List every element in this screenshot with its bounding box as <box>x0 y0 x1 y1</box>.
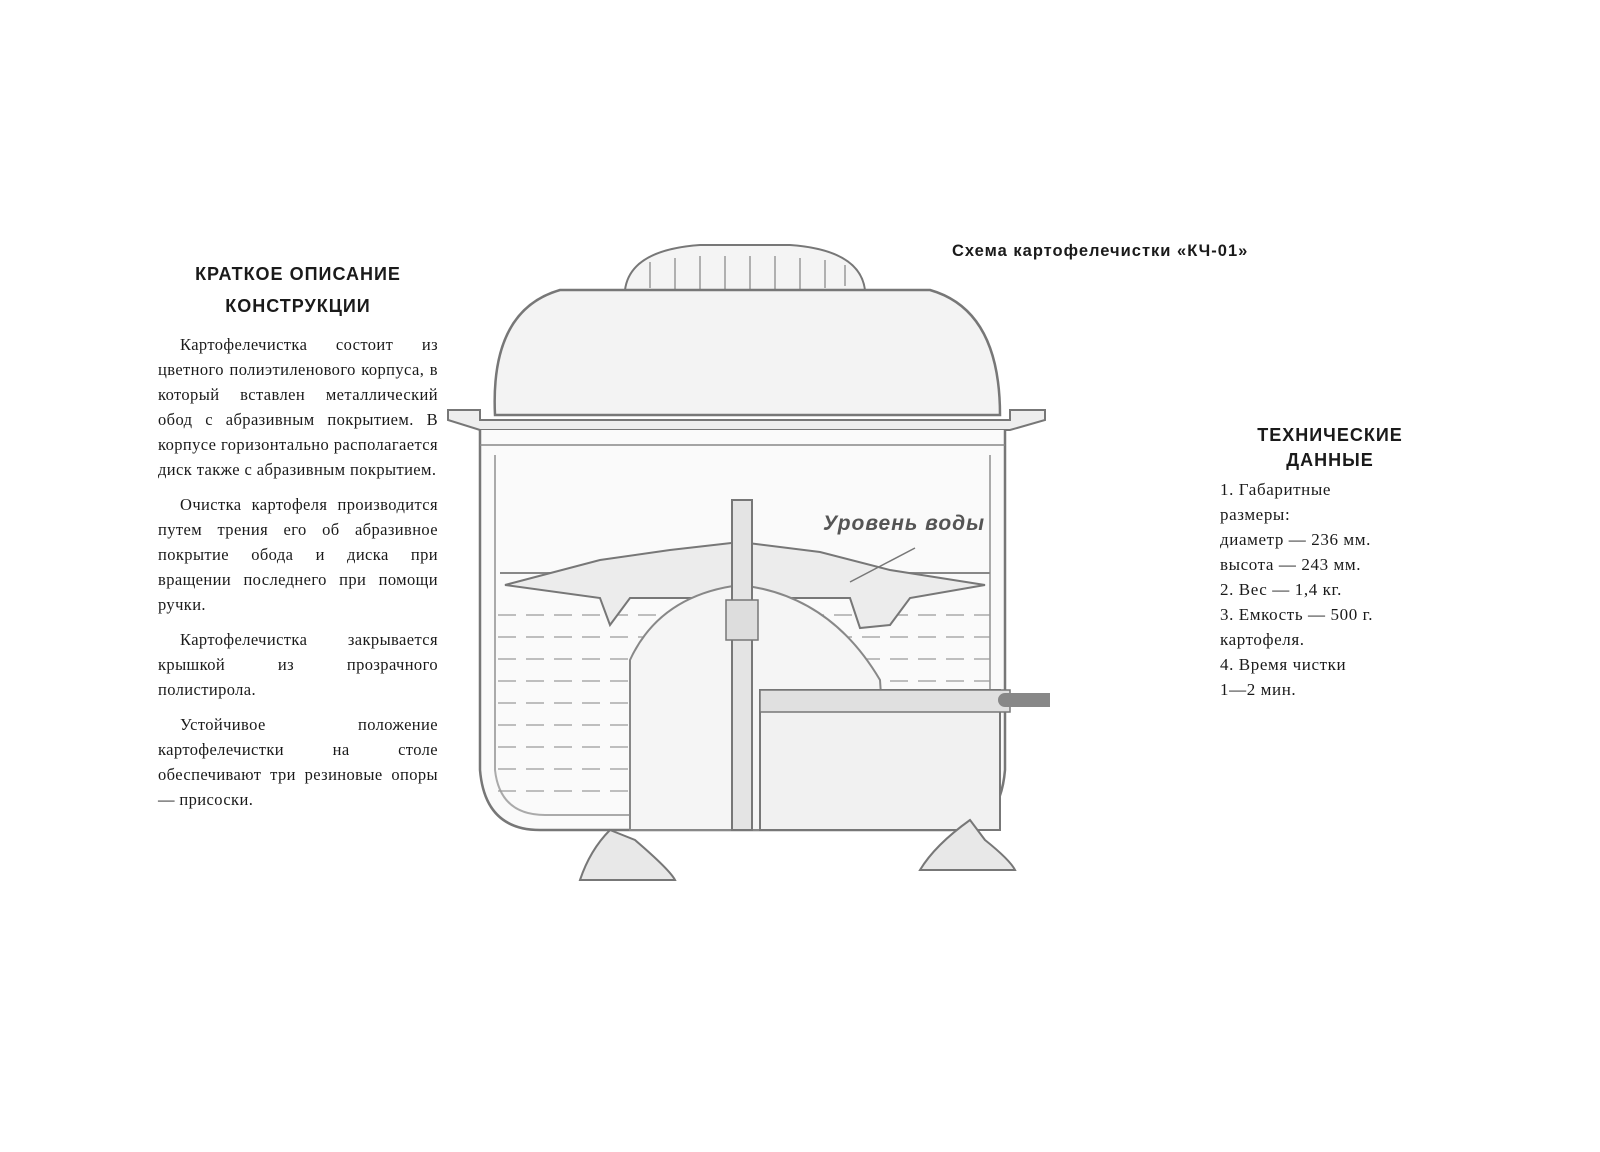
description-paragraph-1: Картофелечистка состоит из цветного полиэтиленового корпуса, в который вставлен металлический обод с абразивным покрытием. В корпусе горизонтально располагается диск также с абразивным покрытием. <box>158 335 438 479</box>
specs-heading-line1: ТЕХНИЧЕСКИЕ <box>1257 425 1403 445</box>
spec-diameter-value: 236 мм. <box>1311 530 1371 549</box>
description-heading <box>158 258 438 322</box>
description-column <box>158 258 438 822</box>
description-paragraph-4: Устойчивое положение картофелечистки на столе обеспечивают три резиновые опоры — присоски. <box>158 715 438 809</box>
specs-heading <box>1220 423 1440 473</box>
description-paragraph-3: Картофелечистка закрывается крышкой из прозрачного полистирола. <box>158 630 438 699</box>
spec-height-label: высота — <box>1220 555 1297 574</box>
spec-item-4: 4. Время чистки <box>1220 655 1347 674</box>
description-paragraph-2: Очистка картофеля производится путем трения его об абразивное покрытие обода и диска при вращении последнего при помощи ручки. <box>158 495 438 614</box>
lid <box>495 290 1000 415</box>
central-shaft <box>732 500 752 830</box>
description-heading-line1: КРАТКОЕ ОПИСАНИЕ <box>195 264 401 284</box>
spec-item-4-cont: 1—2 мин. <box>1220 680 1297 699</box>
spec-height <box>1220 552 1440 577</box>
description-heading-line2: КОНСТРУКЦИИ <box>225 296 371 316</box>
suction-foot-left <box>580 830 675 880</box>
crank-handle <box>1005 310 1050 700</box>
spec-item-3: 3. Емкость — 500 г. <box>1220 605 1374 624</box>
spec-diameter-label: диаметр — <box>1220 530 1307 549</box>
peeler-diagram <box>440 230 1050 950</box>
spec-item-2: 2. Вес — 1,4 кг. <box>1220 580 1343 599</box>
spec-diameter <box>1220 527 1440 552</box>
lid-knob <box>625 245 865 290</box>
spec-item-1-sub: размеры: <box>1220 505 1291 524</box>
water-level-label: Уровень воды <box>823 512 986 535</box>
diagram-title: Схема картофелечистки «КЧ-01» <box>952 242 1249 260</box>
spec-item-1-title: 1. Габаритные <box>1220 480 1332 499</box>
specs-column <box>1220 423 1440 702</box>
specs-heading-line2: ДАННЫЕ <box>1286 450 1374 470</box>
spec-item-3-cont: картофеля. <box>1220 630 1305 649</box>
spec-height-value: 243 мм. <box>1301 555 1362 574</box>
